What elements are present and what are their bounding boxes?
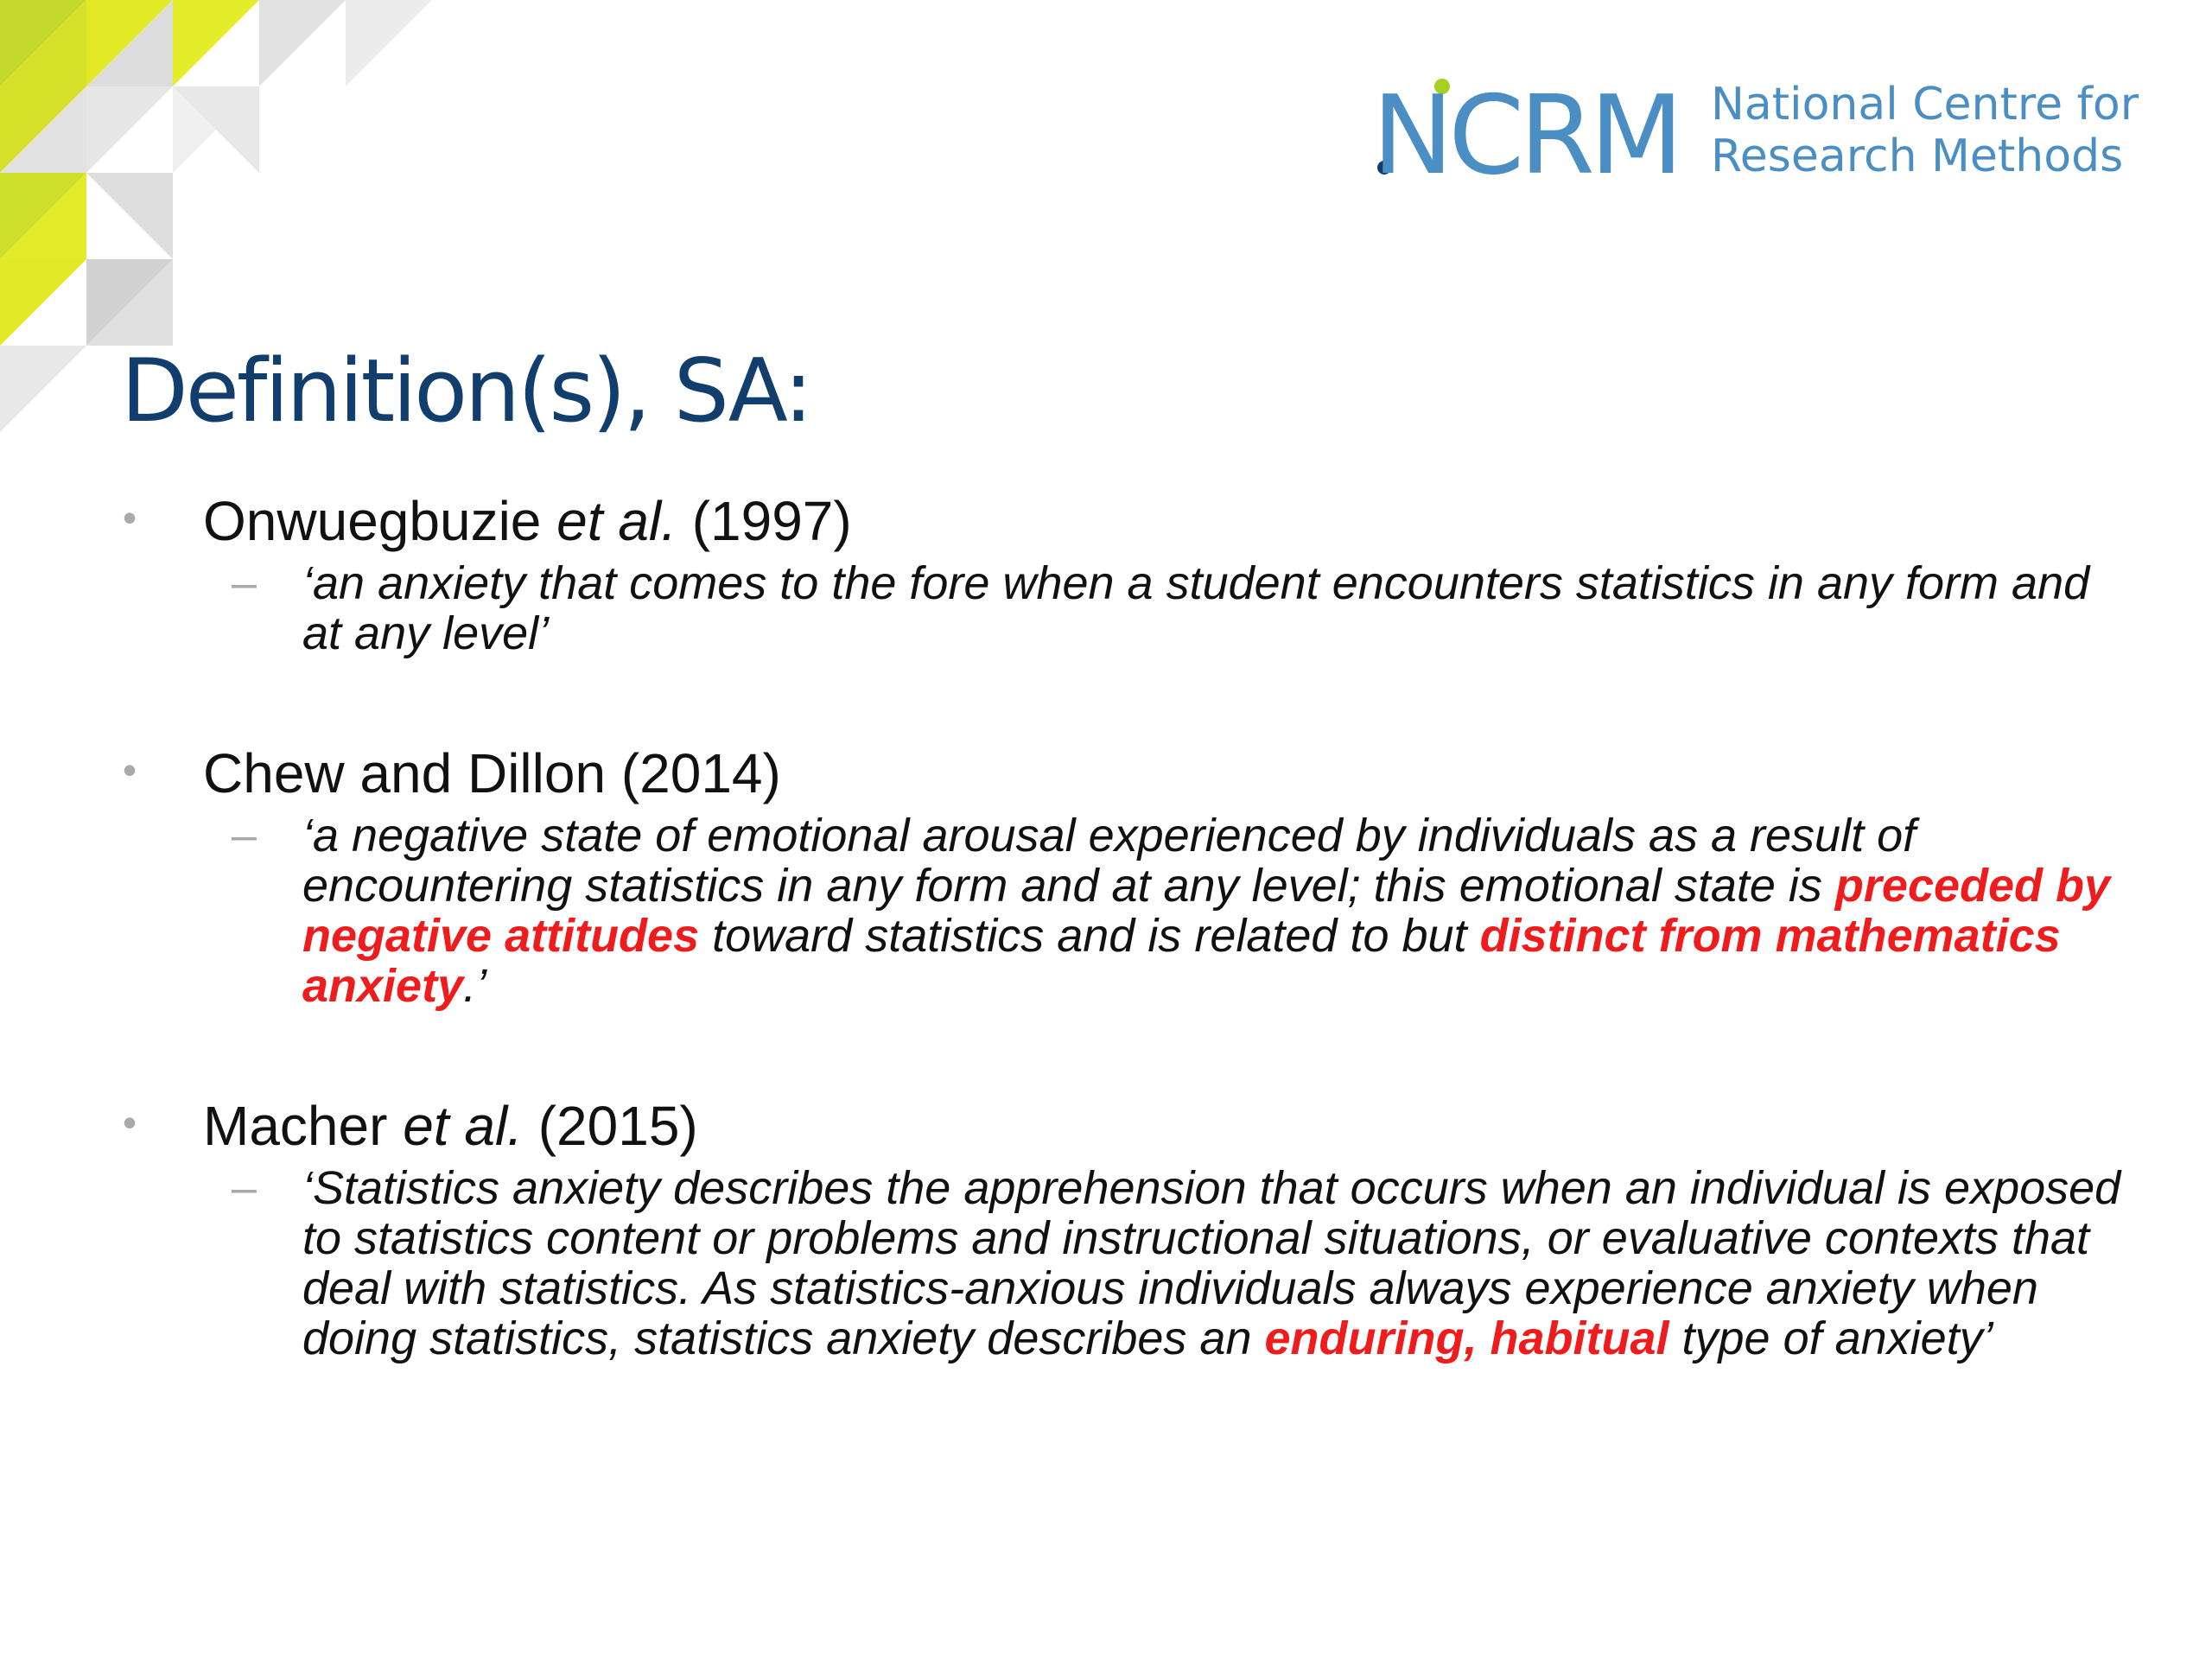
definition-entry	[0, 484, 2212, 658]
author-bullet-row	[0, 736, 2212, 810]
slide-title: Definition(s), SA:	[121, 340, 811, 442]
quote-highlight: distinct from mathematics anxiety	[302, 910, 2061, 1012]
definition-quote	[302, 810, 2126, 1011]
quote-row	[0, 810, 2212, 1011]
quote-highlight: enduring, habitual	[1264, 1313, 1669, 1364]
author-year: (1997)	[676, 490, 852, 552]
definition-entry	[0, 736, 2212, 1011]
et-al: et al.	[403, 1095, 523, 1157]
quote-text: type of anxiety’	[1669, 1313, 1993, 1364]
quote-text: ‘an anxiety that comes to the fore when a student encounters statistics in any form and at any level’	[302, 557, 2090, 659]
logo-name-line1: National Centre for	[1711, 79, 2139, 130]
author-year: (2014)	[606, 742, 781, 804]
pattern-triangle	[259, 0, 346, 86]
quote-text: .’	[463, 960, 487, 1012]
pattern-triangle	[86, 86, 173, 173]
definition-entry	[0, 1089, 2212, 1363]
author-citation	[203, 736, 781, 810]
bullet-dot-icon: •	[123, 747, 137, 792]
bullet-dot-icon: •	[123, 495, 137, 540]
author-name: Chew and Dillon	[203, 742, 607, 804]
definition-quote	[302, 558, 2126, 658]
author-name: Onwuegbuzie	[203, 490, 557, 552]
pattern-triangle	[0, 259, 86, 346]
pattern-triangle	[0, 346, 86, 432]
author-year: (2015)	[522, 1095, 698, 1157]
author-citation	[203, 484, 852, 558]
quote-text: ‘a negative state of emotional arousal experienced by individuals as a result of encountering statistics in any form and at any level; this emotional state is	[302, 810, 1916, 912]
et-al: et al.	[556, 490, 677, 552]
bullet-dot-icon: •	[123, 1100, 137, 1145]
dash-bullet-icon: –	[232, 558, 257, 608]
definition-quote	[302, 1163, 2126, 1363]
dash-bullet-icon: –	[232, 810, 257, 861]
quote-row	[0, 1163, 2212, 1363]
author-name: Macher	[203, 1095, 404, 1157]
dash-bullet-icon: –	[232, 1163, 257, 1213]
logo-name-line2: Research Methods	[1711, 130, 2124, 182]
pattern-triangle	[346, 0, 432, 86]
quote-text: toward statistics and is related to but	[699, 910, 1480, 962]
author-citation	[203, 1089, 698, 1163]
author-bullet-row	[0, 1089, 2212, 1163]
ncrm-logo	[1365, 71, 2143, 183]
quote-text: ‘Statistics anxiety describes the apprehension that occurs when an individual is exposed to statistics content or problems and instructional situations, or evaluative contexts that deal with statistics. As statistics-anxious individuals always experience anxiety when doing statistics, statistics anxiety describes an	[302, 1162, 2121, 1364]
quote-highlight: preceded by negative attitudes	[302, 860, 2111, 962]
logo-acronym: NCRM	[1372, 72, 1679, 183]
pattern-triangle	[173, 0, 259, 86]
pattern-triangle	[86, 173, 173, 259]
author-bullet-row	[0, 484, 2212, 558]
quote-row	[0, 558, 2212, 658]
